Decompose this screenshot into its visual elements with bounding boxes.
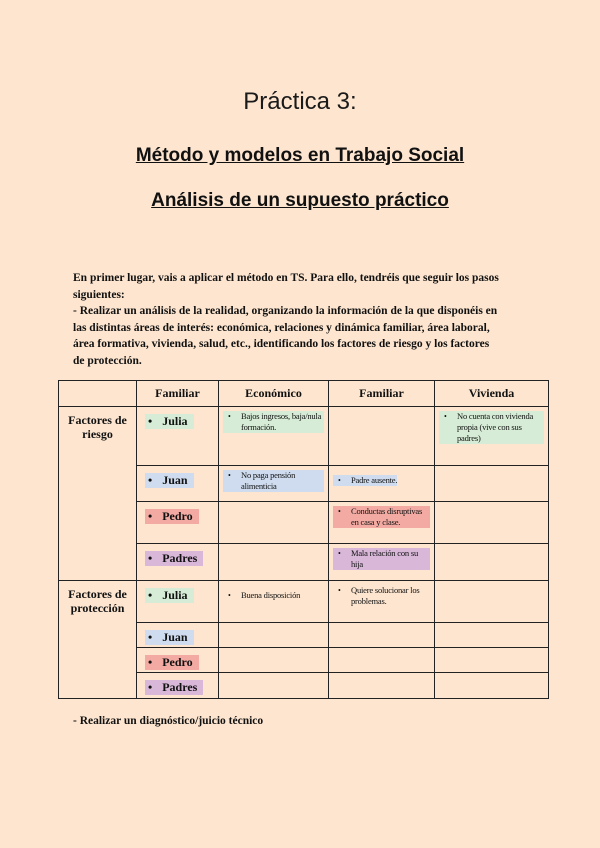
note-bajos-ingresos: • Bajos ingresos, baja/nula formación. <box>223 411 324 433</box>
vivienda-cell <box>435 407 549 466</box>
instructions-step-2: - Realizar un diagnóstico/juicio técnico <box>73 715 264 727</box>
vivienda-cell <box>435 673 549 699</box>
person-cell <box>137 581 219 623</box>
familiar-cell <box>329 648 435 673</box>
familiar-cell <box>329 502 435 544</box>
economico-cell <box>219 581 329 623</box>
note-vivienda: • No cuenta con vivienda propia (vive con sus padres) <box>439 411 544 444</box>
riesgo-label: Factores de riesgo <box>59 407 137 581</box>
familiar-cell <box>329 544 435 581</box>
instructions <box>73 270 503 369</box>
person-padres: • Padres <box>145 680 203 695</box>
note-buena-disposicion: • Buena disposición <box>223 590 300 601</box>
header-familiar: Familiar <box>137 381 219 407</box>
vivienda-cell <box>435 502 549 544</box>
economico-cell <box>219 407 329 466</box>
note-quiere-solucionar: • Quiere solucionar los problemas. <box>333 585 430 607</box>
economico-cell <box>219 623 329 648</box>
person-cell <box>137 466 219 502</box>
subtitle-analysis: Análisis de un supuesto práctico <box>151 190 449 211</box>
person-juan: • Juan <box>145 630 194 645</box>
instructions-step-1: - Realizar un análisis de la realidad, organizando la información de la que disponéis en las distintas áreas de interés: económica, relaciones y dinámica familiar, área laboral, área formativa, vivienda, salud, etc., identificando los factores de riesgo y los factores de protección. <box>73 305 498 367</box>
person-julia: • Julia <box>145 414 194 429</box>
familiar-cell <box>329 466 435 502</box>
factors-table <box>58 380 549 699</box>
person-julia: • Julia <box>145 588 194 603</box>
vivienda-cell <box>435 581 549 623</box>
note-mala-relacion: • Mala relación con su hija <box>333 548 430 570</box>
economico-cell <box>219 502 329 544</box>
vivienda-cell <box>435 544 549 581</box>
table-header-row <box>59 381 549 407</box>
table-row <box>59 407 549 466</box>
person-pedro: • Pedro <box>145 655 199 670</box>
economico-cell <box>219 466 329 502</box>
person-cell <box>137 502 219 544</box>
note-padre-ausente: • Padre ausente. <box>333 475 397 486</box>
person-cell <box>137 648 219 673</box>
instructions-intro: En primer lugar, vais a aplicar el método en TS. Para ello, tendréis que seguir los pasos siguientes: <box>73 272 499 301</box>
economico-cell <box>219 673 329 699</box>
person-cell <box>137 673 219 699</box>
note-pension: • No paga pensión alimenticia <box>223 470 324 492</box>
familiar-cell <box>329 673 435 699</box>
header-familiar-2: Familiar <box>329 381 435 407</box>
header-economico: Económico <box>219 381 329 407</box>
vivienda-cell <box>435 648 549 673</box>
proteccion-label: Factores de protección <box>59 581 137 699</box>
person-cell <box>137 544 219 581</box>
header-vivienda: Vivienda <box>435 381 549 407</box>
person-cell <box>137 623 219 648</box>
economico-cell <box>219 544 329 581</box>
note-conductas: • Conductas disruptivas en casa y clase. <box>333 506 430 528</box>
person-pedro: • Pedro <box>145 509 199 524</box>
familiar-cell <box>329 623 435 648</box>
header-empty <box>59 381 137 407</box>
subtitle-method: Método y modelos en Trabajo Social <box>135 145 465 166</box>
familiar-cell <box>329 581 435 623</box>
economico-cell <box>219 648 329 673</box>
person-juan: • Juan <box>145 473 194 488</box>
table-row <box>59 581 549 623</box>
person-cell <box>137 407 219 466</box>
page-title: Práctica 3: <box>243 88 357 115</box>
vivienda-cell <box>435 466 549 502</box>
familiar-cell <box>329 407 435 466</box>
person-padres: • Padres <box>145 551 203 566</box>
vivienda-cell <box>435 623 549 648</box>
